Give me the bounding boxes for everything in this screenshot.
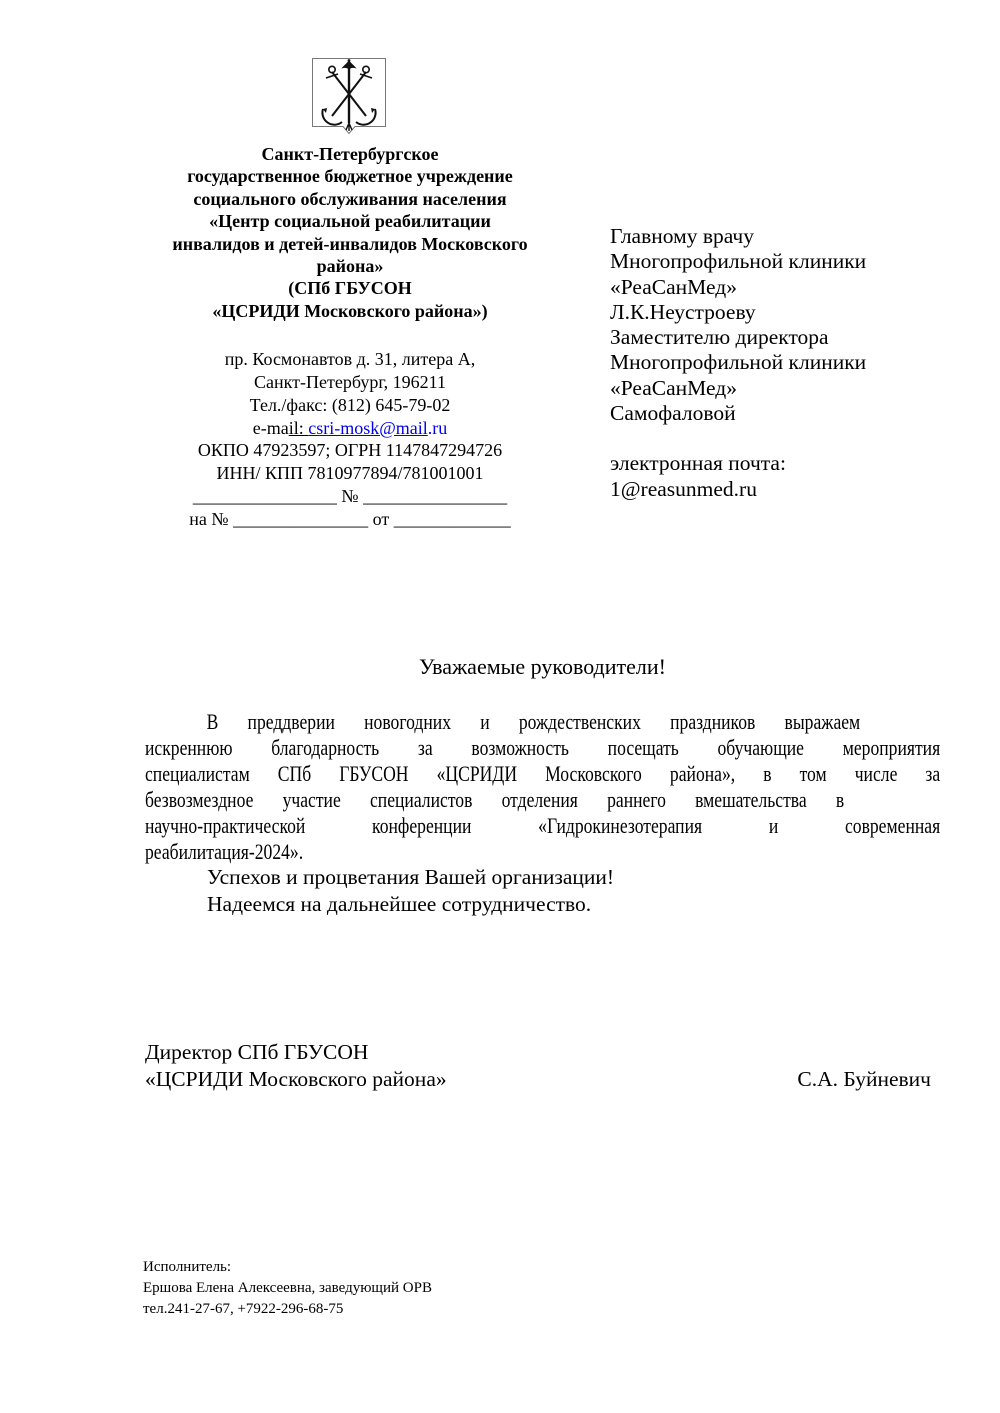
signature-block [145,1039,945,1092]
org-email-line [120,417,580,440]
closing-lines [145,864,940,917]
org-inn-kpp-line: ИНН/ КПП 7810977894/781001001 [216,463,484,484]
organization-contacts [120,348,580,530]
recipient-line: Многопрофильной клиники [610,350,867,375]
recipient-line: Главному врачу [610,224,754,248]
recipient-line: Многопрофильной клиники [610,249,867,274]
org-email-link[interactable]: csri-mosk@mail [308,417,428,438]
org-address-line: пр. Космонавтов д. 31, литера А, [224,349,476,370]
recipient-email-block [610,451,960,502]
org-name-line: инвалидов и детей-инвалидов Московского [172,233,528,254]
org-name-line: района» [316,256,384,277]
org-name-line: «Центр социальной реабилитации [209,211,491,232]
organization-name [120,143,580,322]
org-name-line: Санкт-Петербургское [261,144,439,164]
signature-row [145,1066,945,1093]
body-line: искреннюю благодарность за возможность посещать обучающие мероприятия [145,735,941,760]
body-line: реабилитация-2024». [145,839,304,864]
executor-label: Исполнитель: [143,1259,232,1275]
org-okpo-ogrn-line: ОКПО 47923597; ОГРН 1147847294726 [197,440,503,461]
recipient-block [610,224,960,502]
org-phone-line: Тел./факс: (812) 645-79-02 [249,394,451,415]
body-line: безвозмездное участие специалистов отделения раннего вмешательства в [145,787,845,812]
org-name-line: социального обслуживания населения [193,188,507,209]
recipient-line: «РеаСанМед» [610,375,737,400]
org-name-line: государственное бюджетное учреждение [187,166,513,187]
org-name-line: (СПб ГБУСОН [288,278,412,299]
letter-body [145,709,940,865]
signer-name: С.А. Буйневич [797,1066,931,1091]
coat-of-arms-icon [311,57,387,135]
body-line: научно-практической конференции «Гидрокинезотерапия и современная [145,813,941,838]
recipient-line: «РеаСанМед» [610,274,737,299]
spb-coat-of-arms-logo [311,57,389,135]
outgoing-number-blank-line: ________________ № ________________ [192,486,508,507]
salutation: Уважаемые руководители! [419,654,666,679]
signer-position-line: «ЦСРИДИ Московского района» [145,1066,447,1091]
executor-phones: тел.241-27-67, +7922-296-68-75 [143,1300,344,1317]
body-line: специалистам СПб ГБУСОН «ЦСРИДИ Московского района», в том числе за [145,761,941,786]
recipient-line: Самофаловой [610,401,736,426]
email-suffix: .ru [427,417,448,438]
org-address-line: Санкт-Петербург, 196211 [254,372,446,393]
recipient-line: Заместителю директора [610,325,829,350]
recipient-email-address: 1@reasunmed.ru [610,476,757,501]
letterhead-left-column [120,57,580,531]
email-prefix: e-ma [252,417,289,438]
signer-position-line: Директор СПб ГБУСОН [145,1040,369,1064]
closing-line: Надеемся на дальнейшее сотрудничество. [207,891,592,916]
closing-line: Успехов и процветания Вашей организации! [207,865,615,889]
executor-name: Ершова Елена Алексеевна, заведующий ОРВ [143,1279,432,1296]
body-line: В преддверии новогодних и рождественских праздников выражаем [206,709,861,734]
email-underlined-part: il: [288,417,309,438]
executor-footer [143,1257,432,1319]
recipient-line: Л.К.Неустроеву [610,299,756,324]
reference-number-blank-line: на № _______________ от _____________ [189,508,511,529]
org-name-line: «ЦСРИДИ Московского района») [212,300,488,321]
recipient-email-label: электронная почта: [610,451,786,476]
